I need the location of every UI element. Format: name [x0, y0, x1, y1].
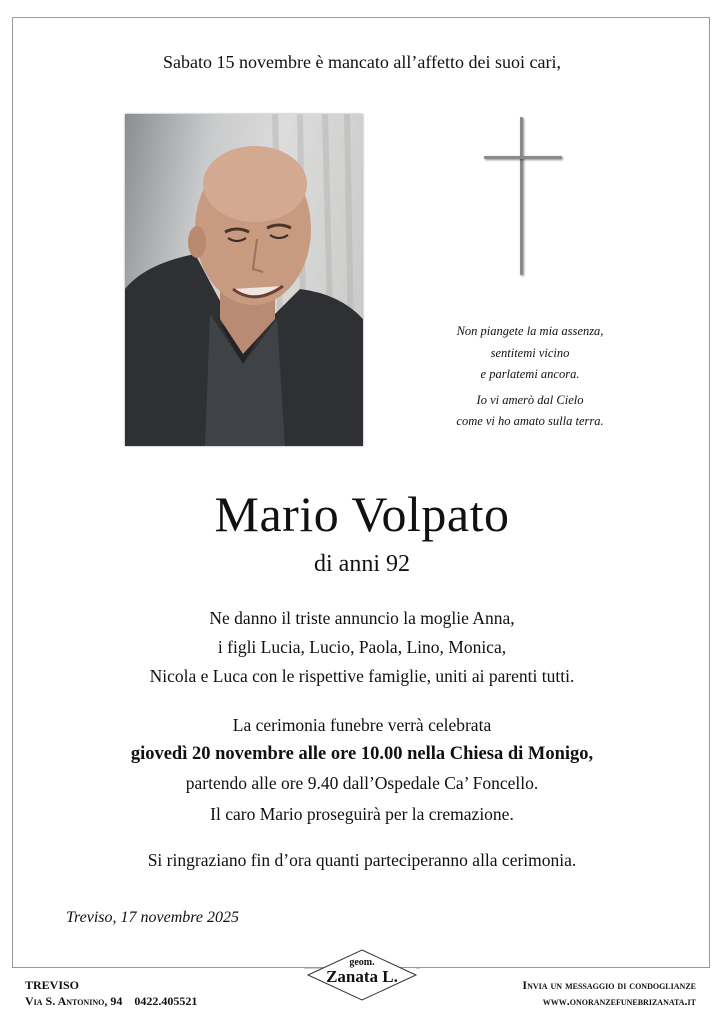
condolence-message-label[interactable]: Invia un messaggio di condoglianze	[522, 978, 696, 992]
cross-icon	[484, 117, 564, 277]
poem	[410, 321, 650, 433]
deceased-name: Mario Volpato	[214, 486, 510, 542]
poem-line: Non piangete la mia assenza,	[456, 324, 604, 338]
footer-city: TREVISO	[25, 978, 80, 992]
announcement-line: i figli Lucia, Lucio, Paola, Lino, Monica,	[217, 637, 507, 657]
poem-line: Io vi amerò dal Cielo	[476, 392, 584, 407]
logo-title: geom.	[349, 957, 375, 968]
funeral-home-logo	[304, 948, 420, 1002]
poem-line: come vi ho amato sulla terra.	[456, 414, 604, 428]
footer-contact-block	[522, 977, 696, 1009]
ceremony-date-place: giovedì 20 novembre alle ore 10.00 nella Chiesa di Monigo,	[130, 744, 594, 764]
poem-line: e parlatemi ancora.	[480, 367, 580, 381]
ceremony-line: La cerimonia funebre verrà celebrata	[232, 715, 492, 735]
website-link[interactable]: www.onoranzefunebrizanata.it	[542, 994, 696, 1008]
announcement-line: Nicola e Luca con le rispettive famiglie, uniti ai parenti tutti.	[149, 666, 575, 686]
footer-phone: 0422.405521	[134, 994, 198, 1008]
footer-address: Via S. Antonino, 94	[25, 994, 123, 1008]
footer-address-block	[25, 977, 197, 1009]
thanks-note: Si ringraziano fin d’ora quanti parteciperanno alla cerimonia.	[147, 850, 577, 870]
cremation-note: Il caro Mario proseguirà per la cremazione.	[210, 804, 514, 824]
deceased-photo	[125, 114, 363, 446]
deceased-age: di anni 92	[314, 551, 410, 577]
announcement	[0, 604, 724, 691]
intro-text: Sabato 15 novembre è mancato all’affetto dei suoi cari,	[162, 52, 562, 72]
place-date: Treviso, 17 novembre 2025	[66, 909, 240, 926]
announcement-line: Ne danno il triste annuncio la moglie Anna,	[209, 608, 515, 628]
ceremony-info	[0, 711, 724, 798]
ceremony-line: partendo alle ore 9.40 dall’Ospedale Ca’ Foncello.	[185, 773, 539, 793]
logo-name: Zanata L.	[326, 967, 398, 986]
poem-line: sentitemi vicino	[490, 345, 570, 360]
